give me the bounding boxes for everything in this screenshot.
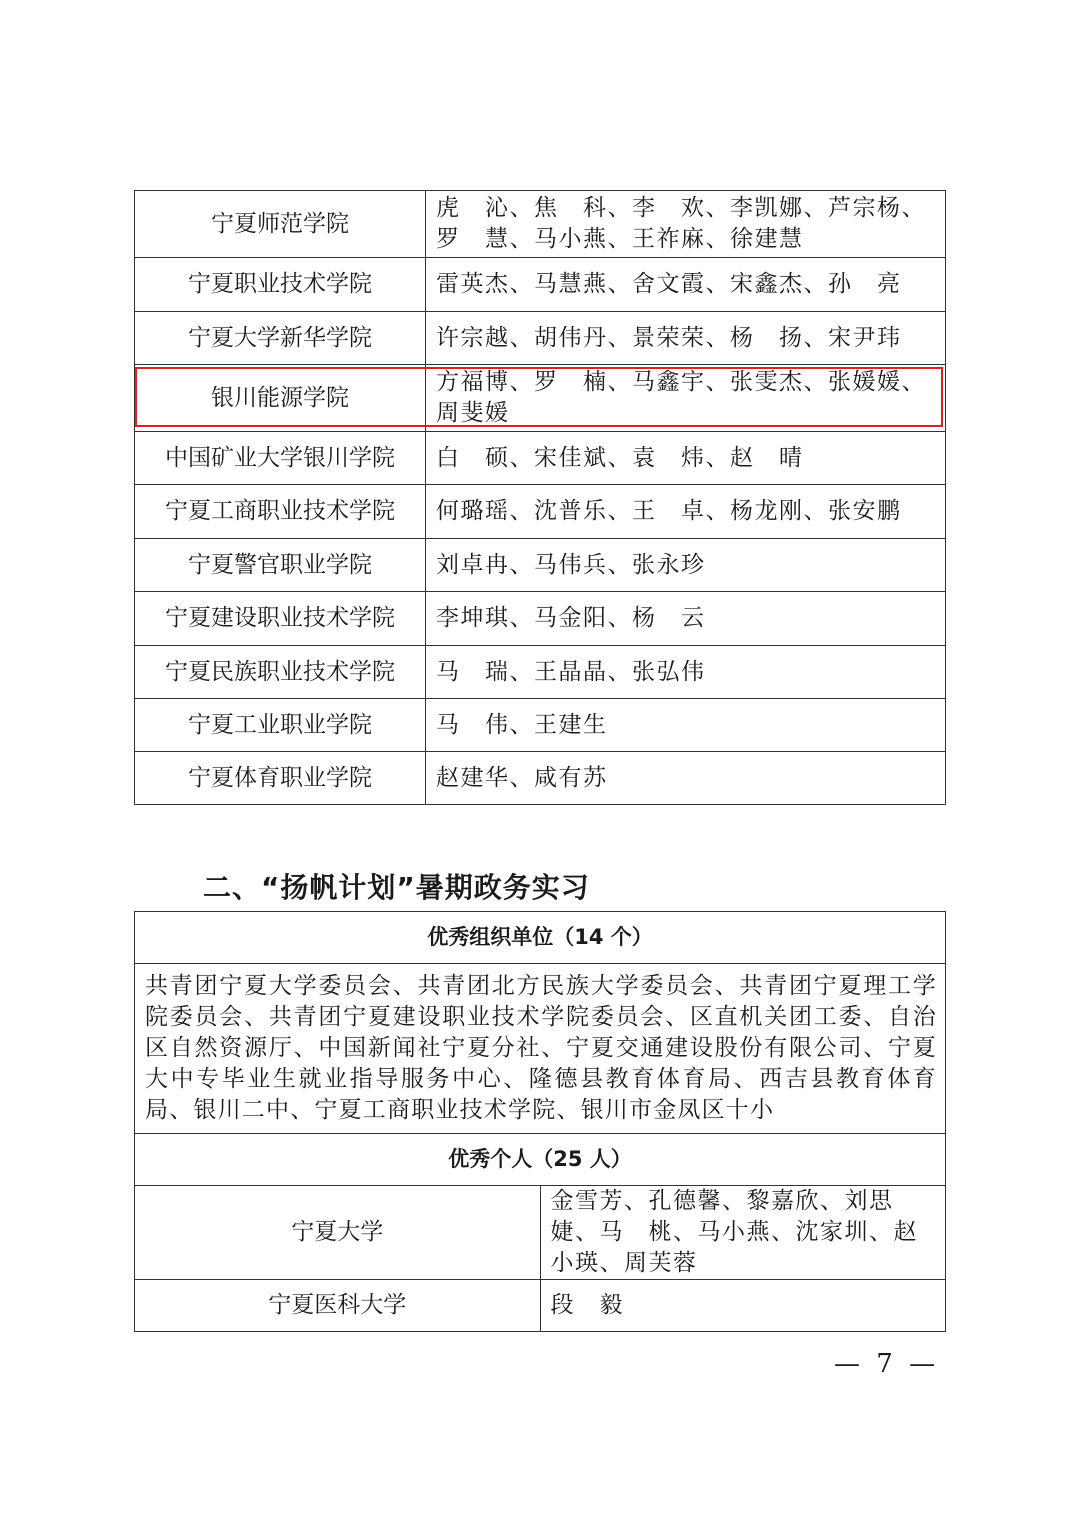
table-row <box>135 258 946 312</box>
units-text: 共青团宁夏大学委员会、共青团北方民族大学委员会、共青团宁夏理工学院委员会、共青团宁夏建设职业技术学院委员会、区直机关团工委、自治区自然资源厅、中国新闻社宁夏分社、宁夏交通建设股份有限公司、宁夏大中专毕业生就业指导服务中心、隆德县教育体育局、西吉县教育体育局、银川二中、宁夏工商职业技术学院、银川市金凤区十小 <box>135 964 946 1134</box>
units-text-row <box>135 964 946 1134</box>
org-cell: 宁夏师范学院 <box>135 191 426 258</box>
org-cell: 宁夏警官职业学院 <box>135 539 426 592</box>
org-cell: 宁夏建设职业技术学院 <box>135 592 426 646</box>
units-header: 优秀组织单位（14 个） <box>135 912 946 964</box>
table-row <box>135 365 946 432</box>
org-cell: 宁夏大学新华学院 <box>135 312 426 365</box>
table-row <box>135 432 946 485</box>
org-cell: 宁夏工商职业技术学院 <box>135 485 426 539</box>
names-cell: 许宗越、胡伟丹、景荣荣、杨 扬、宋尹玮 <box>426 312 946 365</box>
table-row <box>135 191 946 258</box>
table-row <box>135 1280 946 1332</box>
awards-table-2 <box>134 911 946 1332</box>
names-cell: 段 毅 <box>540 1280 946 1332</box>
section-heading: 二、“扬帆计划”暑期政务实习 <box>203 871 590 904</box>
table-row <box>135 312 946 365</box>
awards-table-1 <box>134 190 946 805</box>
individuals-header: 优秀个人（25 人） <box>135 1134 946 1186</box>
names-cell: 刘卓冉、马伟兵、张永珍 <box>426 539 946 592</box>
org-cell: 宁夏民族职业技术学院 <box>135 646 426 699</box>
names-cell: 白 硕、宋佳斌、袁 炜、赵 晴 <box>426 432 946 485</box>
org-cell: 宁夏工业职业学院 <box>135 699 426 752</box>
table-row <box>135 1186 946 1280</box>
org-cell: 中国矿业大学银川学院 <box>135 432 426 485</box>
names-cell: 方福博、罗 楠、马鑫宇、张雯杰、张媛媛、周斐媛 <box>426 365 946 432</box>
names-cell: 何璐瑶、沈普乐、王 卓、杨龙刚、张安鹏 <box>426 485 946 539</box>
units-header-row <box>135 912 946 964</box>
table-row <box>135 699 946 752</box>
table-row <box>135 592 946 646</box>
org-cell: 宁夏职业技术学院 <box>135 258 426 312</box>
table-row <box>135 485 946 539</box>
table-row <box>135 752 946 805</box>
individuals-header-row <box>135 1134 946 1186</box>
names-cell: 李坤琪、马金阳、杨 云 <box>426 592 946 646</box>
names-cell: 雷英杰、马慧燕、舍文霞、宋鑫杰、孙 亮 <box>426 258 946 312</box>
names-cell: 马 瑞、王晶晶、张弘伟 <box>426 646 946 699</box>
page-number: — 7 — <box>834 1349 940 1379</box>
names-cell: 虎 沁、焦 科、李 欢、李凯娜、芦宗杨、罗 慧、马小燕、王祚麻、徐建慧 <box>426 191 946 258</box>
table-row <box>135 646 946 699</box>
names-cell: 马 伟、王建生 <box>426 699 946 752</box>
org-cell: 银川能源学院 <box>135 365 426 432</box>
org-cell: 宁夏医科大学 <box>135 1280 541 1332</box>
org-cell: 宁夏大学 <box>135 1186 541 1280</box>
names-cell: 赵建华、咸有苏 <box>426 752 946 805</box>
table-row <box>135 539 946 592</box>
org-cell: 宁夏体育职业学院 <box>135 752 426 805</box>
names-cell: 金雪芳、孔德馨、黎嘉欣、刘思婕、马 桃、马小燕、沈家圳、赵小瑛、周芙蓉 <box>540 1186 946 1280</box>
